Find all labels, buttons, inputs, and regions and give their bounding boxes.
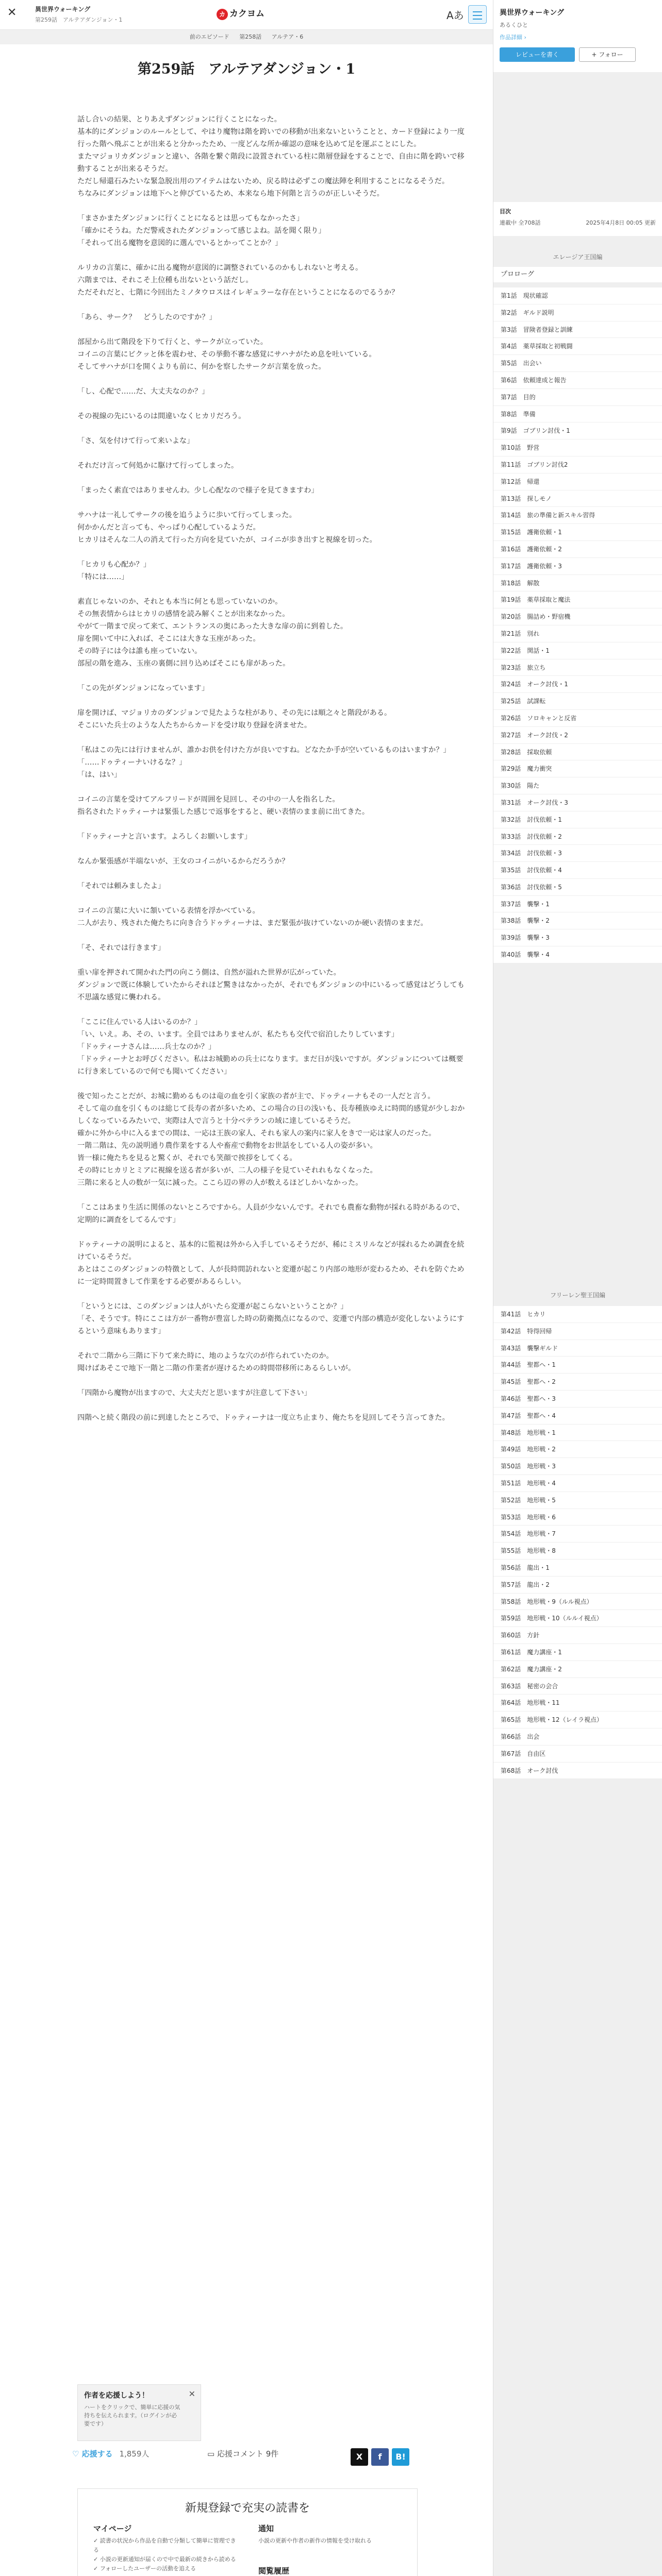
toc-item[interactable]: 第61話 魔力講座・1 [493, 1644, 662, 1661]
body-paragraph: 皆一様に俺たちを見ると驚くが、それでも笑顔で挨拶をしてくる。 [77, 1154, 297, 1162]
toc-item[interactable]: 第23話 旅立ち [493, 659, 662, 676]
paragraph-gap [77, 1078, 469, 1090]
toc-item[interactable]: 第50話 地形戦・3 [493, 1458, 662, 1475]
body-paragraph: 「ここはあまり生活に関係のないところですから。人員が少ないんです。それでも農畜な動物が採れる時があるので、定期的に調査をしてるんです」 [77, 1204, 465, 1224]
paragraph-gap [77, 299, 469, 311]
toc-item[interactable]: 第63話 秘密の会合 [493, 1678, 662, 1695]
body-paragraph: ただし帰還石みたいな緊急脱出用のアイテムはないため、戻る時は必ずこの魔法陣を利用することになるそうだ。 [77, 177, 450, 185]
toc-item[interactable]: 第22話 関話・1 [493, 642, 662, 659]
body-paragraph: 「そ、そうです。特にここは方が一番物が豊富した時の防衛拠点になるので、変遷で内部の構造が変化しないようにするという意味もあります」 [77, 1315, 465, 1335]
paragraph-gap [77, 892, 469, 905]
body-paragraph: ルリカの言葉に、確かに出る魔物が意図的に調整されているのかもしれないと考える。 [77, 264, 363, 272]
register-panel [77, 2488, 418, 2576]
toc-item[interactable]: 第7話 目的 [493, 389, 662, 406]
sidebar [493, 0, 662, 2576]
toc-item[interactable]: 第36話 討伐依頼・5 [493, 879, 662, 896]
toc-item[interactable]: 第2話 ギルド説明 [493, 304, 662, 321]
toc-item[interactable]: 第33話 討伐依頼・2 [493, 828, 662, 845]
notify-body: 小説の更新や作者の新作の情報を受け取れる [258, 2537, 372, 2544]
work-meta[interactable] [35, 5, 122, 24]
body-paragraph: 指名されたドゥティーナは緊張した感じで返事をすると、硬い表情のまま前に出てきた。 [77, 808, 370, 816]
toc-prologue[interactable]: プロローグ [493, 267, 662, 282]
toc-item[interactable]: 第54話 地形戦・7 [493, 1526, 662, 1543]
comment-count: 9件 [266, 2449, 279, 2459]
toc-item[interactable]: 第44話 聖都へ・1 [493, 1357, 662, 1374]
body-paragraph: その視線の先にいるのは間違いなくヒカリだろう。 [77, 412, 246, 420]
toc-item[interactable]: 第58話 地形戦・9（ルル視点） [493, 1594, 662, 1611]
body-paragraph: コイニの言葉に大いに頷いている表情を浮かべている。 [77, 907, 260, 915]
body-paragraph: その無表情からはヒカリの感情を読み解くことが出来なかった。 [77, 610, 290, 618]
paragraph-gap [77, 1337, 469, 1350]
close-icon[interactable]: ✕ [7, 6, 17, 19]
body-paragraph: 「ドゥティーナと言います。よろしくお願いします」 [77, 833, 252, 841]
body-paragraph: その時子には今は誰も座っていない。 [77, 647, 202, 655]
paragraph-gap [77, 200, 469, 212]
toc-item[interactable]: 第26話 ソロキャンと反省 [493, 710, 662, 727]
body-paragraph: なんか緊張感が半端ないが、王女のコイニがいるからだろうか？ [77, 857, 289, 866]
body-paragraph: あとはここのダンジョンの特徴として、人が長時間訪れないと変遷が起こり内部の地形が変わるため、それを防ぐために一定時間置きして作業をする必要があるらしい。 [77, 1265, 465, 1286]
paragraph-gap [77, 1226, 469, 1239]
toc-item[interactable]: 第1話 現状確認 [493, 287, 662, 304]
toc-item[interactable]: 第34話 討伐依頼・3 [493, 845, 662, 862]
body-paragraph: 三階に来ると人の数が一気に減った。ここら辺の界の人が数えるほどしかいなかった。 [77, 1179, 363, 1187]
toc-item[interactable]: 第17話 護衛依頼・3 [493, 558, 662, 575]
body-paragraph: そこにいた兵士のような人たちからカードを受け取り登録を済ませた。 [77, 721, 312, 730]
toc-item[interactable]: 第35話 討伐依頼・4 [493, 862, 662, 879]
body-paragraph: 部屋の階を進み、玉座の裏側に回り込めばそこにも扉があった。 [77, 659, 290, 668]
toc-item[interactable]: 第5話 出会い [493, 355, 662, 372]
paragraph-gap [77, 954, 469, 967]
episode-nav [0, 30, 493, 44]
toc-item[interactable]: 第52話 地形戦・5 [493, 1492, 662, 1509]
menu-button[interactable] [468, 5, 487, 24]
body-paragraph: 話し合いの結果、とりあえずダンジョンに行くことになった。 [77, 115, 282, 124]
toc-item[interactable]: 第6話 依頼達成と報告 [493, 372, 662, 389]
paragraph-gap [77, 1375, 469, 1387]
body-paragraph: 部屋から出て階段を下りて行くと、サークが立っていた。 [77, 338, 268, 346]
toc-item[interactable]: 第29話 魔力衝突 [493, 760, 662, 777]
body-paragraph: 扉を開いて中に入れば、そこには大きな玉座があった。 [77, 635, 260, 643]
comment-icon: ▭ [207, 2449, 217, 2459]
body-paragraph: コイニの言葉を受けてアルフリードが周囲を見回し、その中の一人を指名した。 [77, 795, 340, 804]
close-icon[interactable]: ✕ [188, 2389, 195, 2399]
share-buttons [351, 2448, 412, 2466]
body-paragraph: 四階へと続く階段の前に到達したところで、ドゥティーナは一度立ち止まり、俺たちを見回してそう言ってきた。 [77, 1414, 450, 1422]
toc-list [493, 1306, 662, 1779]
paragraph-gap [77, 546, 469, 558]
hatena-share-icon[interactable]: B! [392, 2448, 409, 2466]
toc-item[interactable]: 第39話 襲撃・3 [493, 929, 662, 946]
body-paragraph: 「し、心配で……だ、大丈夫なのか？」 [77, 387, 209, 396]
toc-item[interactable]: 第10話 野営 [493, 439, 662, 456]
x-share-icon[interactable]: X [351, 2448, 368, 2466]
toc-item[interactable]: 第24話 オーク討伐・1 [493, 676, 662, 693]
toc-item[interactable]: 第9話 ゴブリン討伐・1 [493, 422, 662, 439]
body-paragraph: それで二階から三階に下りて来た時に、地のような穴のが作られていたのか。 [77, 1352, 334, 1360]
paragraph-gap [77, 732, 469, 744]
toc-item[interactable]: 第43話 襲撃ギルド [493, 1340, 662, 1357]
body-paragraph: 「ドゥティーナさんは……兵士なのか？」 [77, 1043, 216, 1051]
updated-at: 2025年4月8日 00:05 更新 [586, 219, 656, 226]
toc-item[interactable]: 第30話 陽た [493, 777, 662, 794]
notify-title: 通知 [258, 2524, 274, 2533]
paragraph-gap [77, 398, 469, 410]
prev-episode-link[interactable]: 前のエピソード [189, 33, 229, 40]
episode-body [77, 113, 469, 1424]
body-paragraph: その時にヒカリとミアに視線を送る者が多いが、二人の様子を見ていそれれもなくなった。 [77, 1166, 377, 1175]
toc-item[interactable]: 第4話 薬草採取と初戦闘 [493, 338, 662, 355]
toc-list [493, 287, 662, 963]
toc-item[interactable]: 第27話 オーク討伐・2 [493, 727, 662, 744]
section-heading: フリーレン聖王国編 [550, 1292, 605, 1299]
toc-item[interactable]: 第31話 オーク討伐・3 [493, 794, 662, 811]
toc-item[interactable]: 第21話 別れ [493, 625, 662, 642]
toc-item[interactable]: 第14話 旅の準備と新スキル習得 [493, 507, 662, 524]
toc-item[interactable]: 第46話 聖都へ・3 [493, 1391, 662, 1408]
toc-item[interactable]: 第15話 護衛依頼・1 [493, 524, 662, 541]
body-paragraph: コイニの言葉にビクッと体を震わせ、その挙動不審な感覚にサハナがため息を吐いている。 [77, 350, 376, 359]
body-paragraph: 六階までは、それこそ上位種も出ないという話だし。 [77, 276, 253, 284]
paragraph-gap [77, 818, 469, 831]
toc-item[interactable]: 第20話 腸詰め・野宿機 [493, 608, 662, 625]
toc-item[interactable]: 第41話 ヒカリ [493, 1306, 662, 1323]
toc-item[interactable]: 第64話 地形戦・11 [493, 1694, 662, 1711]
kakuyomu-logo[interactable] [217, 6, 264, 20]
toc-item[interactable]: 第45話 聖都へ・2 [493, 1374, 662, 1391]
toc-label: 目次 [500, 208, 511, 215]
top-bar [0, 0, 493, 30]
paragraph-gap [77, 868, 469, 880]
paragraph-gap [77, 324, 469, 336]
body-paragraph: ただそれだと、七階に今回出たミノタウロスはイレギュラーな存在ということになるのでるうか？ [77, 289, 399, 297]
toc-item[interactable]: 第56話 龍出・1 [493, 1560, 662, 1577]
logo-mark-icon: カ [217, 9, 228, 20]
body-paragraph: 「まさかまたダンジョンに行くことになるとは思ってもなかったさ」 [77, 214, 304, 223]
toc-item[interactable]: 第67話 自由区 [493, 1745, 662, 1762]
toc-item[interactable]: 第42話 特得回帰 [493, 1323, 662, 1340]
body-paragraph: 「ドゥティーナとお呼びください。私はお城勤めの兵士になります。まだ日が浅いですが。ダンジョンについては概要に行き来しているので何でも聞いてください」 [77, 1055, 464, 1076]
paragraph-gap [77, 1399, 469, 1412]
body-paragraph: 「さ、気を付けて行って来いよな」 [77, 437, 194, 445]
toc-item[interactable]: 第3話 冒険者登録と訓練 [493, 321, 662, 338]
paragraph-gap [77, 249, 469, 262]
toc-item[interactable]: 第60話 方針 [493, 1627, 662, 1644]
toc-item[interactable]: 第48話 地形戦・1 [493, 1425, 662, 1442]
sidebar-author[interactable]: あるくひと [500, 22, 528, 28]
paragraph-gap [77, 929, 469, 942]
review-button[interactable]: レビューを書く [500, 47, 575, 62]
cheer-button[interactable]: ♡ 応援する [72, 2449, 113, 2459]
follow-button[interactable]: + フォロー [579, 47, 636, 62]
toc-item[interactable]: 第25話 試課転 [493, 693, 662, 710]
toc-item[interactable]: 第66話 出会 [493, 1728, 662, 1745]
toc-item[interactable]: 第13話 探しモノ [493, 490, 662, 507]
body-paragraph: 「確かにそうね。ただ警戒されたダンジョンって感じよね。話を聞く限り」 [77, 227, 326, 235]
body-paragraph: ちなみにダンジョンは地下へと伸びているため、本来なら地下何階と言うのが正しいそうだ。 [77, 190, 384, 198]
toc-item[interactable]: 第12話 帰還 [493, 473, 662, 490]
toc-item[interactable]: 第16話 護衛依頼・2 [493, 541, 662, 558]
body-paragraph: 「それでは頼みましたよ」 [77, 882, 166, 890]
toc-item[interactable]: 第11話 ゴブリン討伐2 [493, 456, 662, 473]
body-paragraph: それだけ言って何処かに駆けて行ってしまった。 [77, 462, 239, 470]
paragraph-gap [77, 1004, 469, 1016]
paragraph-gap [77, 1288, 469, 1300]
body-paragraph: 「ここに住んでいる人はいるのか？」 [77, 1018, 202, 1026]
register-title: 新規登録で充実の読書を [185, 2502, 310, 2515]
paragraph-gap [77, 694, 469, 707]
paragraph-gap [77, 670, 469, 682]
toc-item[interactable]: 第68話 オーク討伐 [493, 1762, 662, 1780]
history-title: 閲覧履歴 [258, 2566, 290, 2575]
body-paragraph: 「四階から魔物が出ますので、大丈夫だと思いますが注意して下さい」 [77, 1389, 311, 1397]
support-heading: 作者を応援しよう！ [84, 2392, 149, 2400]
body-paragraph: ヒカリはそんな二人の消えて行った方向を見ていたが、コイニが歩き出すと視線を切った。 [77, 536, 377, 544]
toc-item[interactable]: 第19話 薬草採取と魔法 [493, 591, 662, 608]
body-paragraph: 重い扉を押されて開かれた門の向こう側は、自然が溢れた世界が広がっていた。 [77, 969, 341, 977]
body-paragraph: 扉を開けば、マジョリカのダンジョンで見たような柱があり、その先には順之々と階段がある。 [77, 709, 392, 717]
toc-item[interactable]: 第28話 採取依頼 [493, 744, 662, 761]
body-paragraph: 「私はこの先には行けませんが、誰かお供を付けた方が良いですね。どなたか手が空いているものはいますか？」 [77, 746, 451, 754]
paragraph-gap [77, 497, 469, 509]
mypage-item: ✓ 読書の状況から作品を自動で分類して簡単に管理できる [93, 2537, 236, 2553]
work-title: 異世界ウォーキング [35, 6, 91, 13]
work-detail-link[interactable]: 作品詳細 › [500, 34, 526, 41]
paragraph-gap [77, 373, 469, 385]
toc-info [493, 202, 662, 236]
body-paragraph: 確かに外から中に入るまでの間は、一応は王族の家人、それも家人の案内に家人をきで一応は家人のだった。 [77, 1129, 436, 1138]
body-paragraph: 一階二階は、先の説明通り農作業をする人や畜産で動物をお世話をしている人の姿が多い。 [77, 1142, 377, 1150]
toc-item[interactable]: 第49話 地形戦・2 [493, 1441, 662, 1458]
support-body: ハートをクリックで、簡単に応援の気持ちを伝えられます。（ログインが必要です） [84, 2404, 180, 2427]
toc-item[interactable]: 第18話 解散 [493, 575, 662, 592]
body-paragraph: 「というとには、このダンジョンは人がいたら変遷が起こらないということか？」 [77, 1302, 348, 1311]
toc-item[interactable]: 第53話 地形戦・6 [493, 1509, 662, 1526]
body-paragraph: 「まったく素直ではありませんわ。少し心配なので様子を見てきますわ」 [77, 486, 319, 495]
serial-status: 連載中 全708話 [500, 219, 541, 226]
section-heading: エレージア王国編 [553, 253, 603, 261]
body-paragraph: ドゥティーナの説明によると、基本的に監視は外から入手しているそうだが、稀にミスリルなどが採れるため調査を続けているそうだ。 [77, 1241, 465, 1261]
body-paragraph: 「あら、サーク？ どうしたのですか？」 [77, 313, 217, 321]
mypage-column [93, 2524, 238, 2573]
body-paragraph: 「それって出る魔物を意図的に選んでいるとかってことか？」 [77, 239, 283, 247]
cheer-count: 1,859人 [119, 2449, 150, 2459]
page-title: 第259話 アルテアダンジョン・1 [137, 61, 356, 77]
body-paragraph: 聞けばあそこで地下一階と二階の作業者が遅けるための時間帯移所にあるらしいが。 [77, 1364, 356, 1372]
body-paragraph: 「ヒカリも心配か？」 [77, 561, 151, 569]
paragraph-gap [77, 583, 469, 596]
toc-item[interactable]: 第51話 地形戦・4 [493, 1475, 662, 1492]
breadcrumb-episode-title: アルテア・6 [271, 33, 304, 40]
sidebar-header [493, 0, 662, 72]
body-paragraph: ダンジョンで既に体験していたからそれほど驚きはなかったが、それでもダンジョンの中にいるって感覚はどうしても不思議な感覚に襲われる。 [77, 981, 465, 1002]
toc-item[interactable]: 第55話 地形戦・8 [493, 1543, 662, 1560]
mypage-item: ✓ フォローしたユーザーの活動を追える [93, 2565, 196, 2572]
body-paragraph: またマジョリカダンジョンと違い、各階を繋ぐ階段に設置されている柱に階層登録をすることで、自由に階を跨いで移動することが出来るそうだ。 [77, 152, 465, 173]
paragraph-gap [77, 1189, 469, 1201]
body-paragraph: 「特には……」 [77, 573, 129, 581]
notify-column [258, 2524, 403, 2546]
toc-item[interactable]: 第40話 襲撃・4 [493, 946, 662, 963]
logo-text: カクヨム [229, 9, 264, 19]
toc-item[interactable]: 第8話 準備 [493, 406, 662, 423]
toc-item[interactable]: 第38話 襲撃・2 [493, 912, 662, 929]
toc-item[interactable]: 第47話 聖都へ・4 [493, 1408, 662, 1425]
body-paragraph: 後で知ったことだが、お城に勤めるものは竜の血を引く家族の者が主で、ドゥティーナもその一人だと言う。 [77, 1092, 435, 1100]
body-paragraph: 「い、いえ。あ、その、います。全員ではありませんが、私たちも交代で宿泊したりしています」 [77, 1030, 399, 1039]
body-paragraph: 「は、はい」 [77, 771, 122, 779]
toc-item[interactable]: 第65話 地形戦・12（レイラ視点） [493, 1711, 662, 1728]
mypage-title: マイページ [93, 2524, 132, 2533]
support-tooltip [77, 2384, 201, 2441]
body-paragraph: サハナは一礼してサークの後を追うように歩いて行ってしまった。 [77, 511, 296, 519]
body-paragraph: 基本的にダンジョンのルールとして、やはり魔物は階を跨いでの移動が出来ないということと、カード登録により一度行った階へ飛ぶことが出来ると分かったため、一度どんな所か確認の意味を込めて足を運ぶことにした。 [77, 128, 465, 148]
paragraph-gap [77, 422, 469, 435]
body-paragraph: 素直じゃないのか、それとも本当に何とも思っていないのか。 [77, 598, 283, 606]
toc-item[interactable]: 第37話 襲撃・1 [493, 896, 662, 913]
body-paragraph: 何かかんだと言っても、やっぱり心配しているようだ。 [77, 523, 260, 532]
body-paragraph: 「そ、それでは行きます」 [77, 944, 165, 952]
sidebar-work-title[interactable]: 異世界ウォーキング [500, 9, 565, 17]
font-settings-button[interactable]: Aあ [446, 9, 464, 22]
history-column [258, 2566, 403, 2576]
episode-subtitle: 第259話 アルテアダンジョン・1 [35, 16, 123, 23]
breadcrumb-episode-number: 第258話 [239, 33, 262, 40]
body-paragraph: そしてサハナが口を開くよりも前に、何かを察したサークが言葉を放った。 [77, 363, 326, 371]
paragraph-gap [77, 472, 469, 484]
toc-item[interactable]: 第59話 地形戦・10（ルルイ視点） [493, 1610, 662, 1627]
menu-icon [473, 11, 482, 12]
body-paragraph: やがて一階まで戻って来て、エントランスの奥にあった大きな扉の前に到着した。 [77, 622, 348, 631]
comment-button[interactable]: ▭ 応援コメント 9件 [207, 2449, 279, 2459]
body-paragraph: 二人が去り、残された俺たちに向き合うドゥティーナは、まだ緊張が抜けていないのか硬い表情のままだ。 [77, 919, 428, 927]
paragraph-gap [77, 447, 469, 460]
paragraph-gap [77, 843, 469, 855]
body-paragraph: 「この先がダンジョンになっています」 [77, 684, 209, 692]
body-paragraph: そして竜の血を引くものは総じて長寿の者が多いため、この場合の日の浅いも、長寿種族ゆえに時間的感覚が少しおかしくなっているみたいで、実際は人で言うと十分ベテランの域に達しているそうだ。 [77, 1105, 465, 1125]
paragraph-gap [77, 781, 469, 793]
body-paragraph: 「……ドゥティーナいけるな？」 [77, 758, 187, 767]
facebook-share-icon[interactable]: f [371, 2448, 389, 2466]
mypage-item: ✓ 小説の更新通知が届くので中で最新の続きから読める [93, 2556, 236, 2563]
toc-item[interactable]: 第62話 魔力講座・2 [493, 1661, 662, 1678]
toc-item[interactable]: 第57話 龍出・2 [493, 1577, 662, 1594]
toc-item[interactable]: 第32話 討伐依頼・1 [493, 811, 662, 828]
